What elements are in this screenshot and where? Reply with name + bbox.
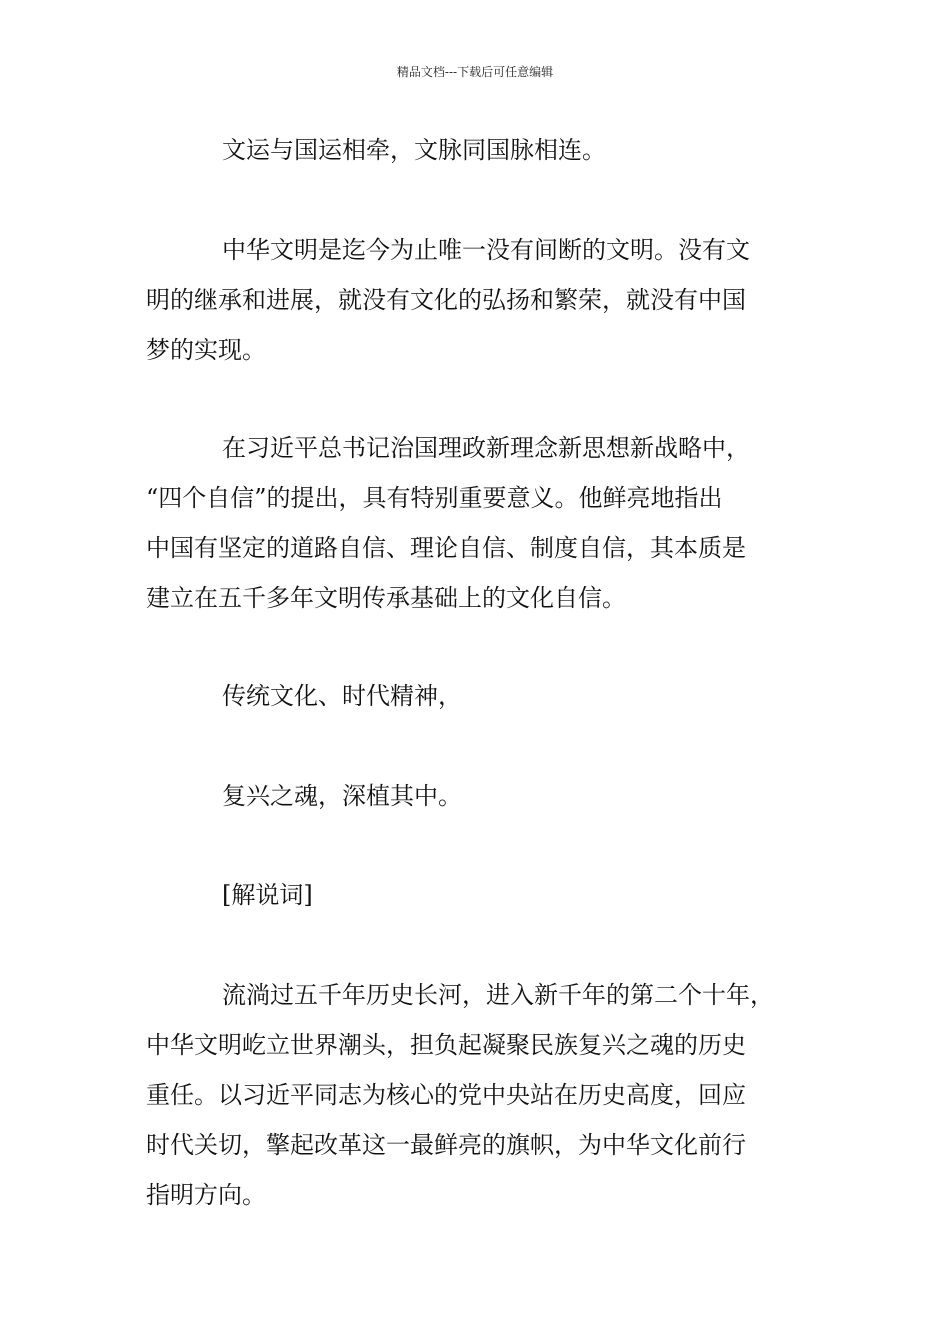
page-header: 精品文档---下载后可任意编辑 (396, 65, 554, 79)
paragraph-line: 中华文明屹立世界潮头，担负起凝聚民族复兴之魂的历史 (146, 1031, 746, 1059)
paragraph-1 (146, 125, 836, 175)
paragraph-line: 在习近平总书记治国理政新理念新思想新战略中， (222, 434, 750, 462)
paragraph-line: 流淌过五千年历史长河，进入新千年的第二个十年， (222, 981, 774, 1009)
paragraph-7 (146, 970, 836, 1220)
paragraph-line: 重任。以习近平同志为核心的党中央站在历史高度，回应 (146, 1081, 746, 1109)
paragraph-line: 梦的实现。 (146, 336, 266, 364)
paragraph-line: [解说词] (222, 881, 313, 909)
paragraph-line: 明的继承和进展，就没有文化的弘扬和繁荣，就没有中国 (146, 286, 746, 314)
paragraph-line: 中华文明是迄今为止唯一没有间断的文明。没有文 (222, 236, 750, 264)
paragraph-3 (146, 423, 836, 623)
paragraph-line: 时代关切，擎起改革这一最鲜亮的旗帜，为中华文化前行 (146, 1131, 746, 1159)
paragraph-line: “四个自信”的提出，具有特别重要意义。他鲜亮地指出 (146, 484, 723, 512)
paragraph-4 (146, 671, 836, 721)
paragraph-line: 传统文化、时代精神， (222, 682, 462, 710)
paragraph-line: 建立在五千多年文明传承基础上的文化自信。 (146, 584, 626, 612)
paragraph-2 (146, 225, 836, 375)
paragraph-5 (146, 771, 836, 821)
paragraph-line: 指明方向。 (146, 1181, 266, 1209)
paragraph-line: 复兴之魂，深植其中。 (222, 782, 462, 810)
paragraph-line: 中国有坚定的道路自信、理论自信、制度自信，其本质是 (146, 534, 746, 562)
paragraph-line: 文运与国运相牵，文脉同国脉相连。 (222, 136, 606, 164)
paragraph-6 (146, 870, 836, 920)
